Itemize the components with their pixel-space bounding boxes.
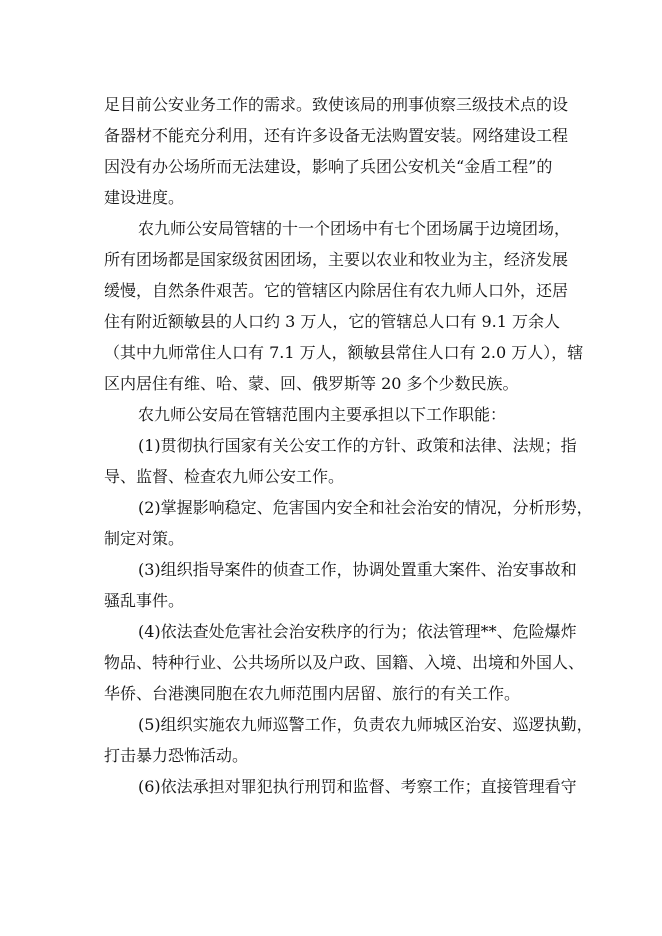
paragraph-line: (6)依法承担对罪犯执行刑罚和监督、考察工作；直接管理看守 [138, 777, 577, 796]
paragraph-line: 所有团场都是国家级贫困团场，主要以农业和牧业为主，经济发展 [104, 250, 569, 269]
paragraph-line: (5)组织实施农九师巡警工作，负责农九师城区治安、巡逻执勤， [138, 715, 593, 734]
paragraph-line: (4)依法查处危害社会治安秩序的行为；依法管理**、危险爆炸 [138, 622, 577, 641]
paragraph-line: (3)组织指导案件的侦查工作，协调处置重大案件、治安事故和 [138, 560, 577, 579]
paragraph-line: （其中九师常住人口有 7.1 万人，额敏县常住人口有 2.0 万人），辖 [104, 343, 584, 362]
paragraph-line: 物品、特种行业、公共场所以及户政、国籍、入境、出境和外国人、 [104, 653, 585, 672]
paragraph-line: 农九师公安局在管辖范围内主要承担以下工作职能： [138, 405, 507, 424]
paragraph-line: 住有附近额敏县的人口约 3 万人，它的管辖总人口有 9.1 万余人 [104, 312, 560, 331]
paragraph-line: 建设进度。 [104, 188, 185, 207]
paragraph-line: 打击暴力恐怖活动。 [104, 746, 249, 765]
paragraph-line: 备器材不能充分利用，还有许多设备无法购置安装。网络建设工程 [104, 126, 569, 145]
paragraph-line: (1)贯彻执行国家有关公安工作的方针、政策和法律、法规；指 [138, 436, 577, 455]
paragraph-line: 骚乱事件。 [104, 591, 185, 610]
paragraph-line: (2)掌握影响稳定、危害国内安全和社会治安的情况，分析形势， [138, 498, 593, 517]
document-body [104, 89, 593, 802]
paragraph-line: 导、监督、检查农九师公安工作。 [104, 467, 345, 486]
paragraph-line: 因没有办公场所而无法建设，影响了兵团公安机关“金盾工程”的 [104, 157, 553, 176]
paragraph-line: 农九师公安局管辖的十一个团场中有七个团场属于边境团场， [138, 219, 571, 238]
paragraph-line: 缓慢，自然条件艰苦。它的管辖区内除居住有农九师人口外，还居 [104, 281, 569, 300]
paragraph-line: 制定对策。 [104, 529, 185, 548]
paragraph-line: 华侨、台港澳同胞在农九师范围内居留、旅行的有关工作。 [104, 684, 521, 703]
paragraph-line: 足目前公安业务工作的需求。致使该局的刑事侦察三级技术点的设 [104, 95, 569, 114]
paragraph-line: 区内居住有维、哈、蒙、回、俄罗斯等 20 多个少数民族。 [104, 374, 519, 393]
